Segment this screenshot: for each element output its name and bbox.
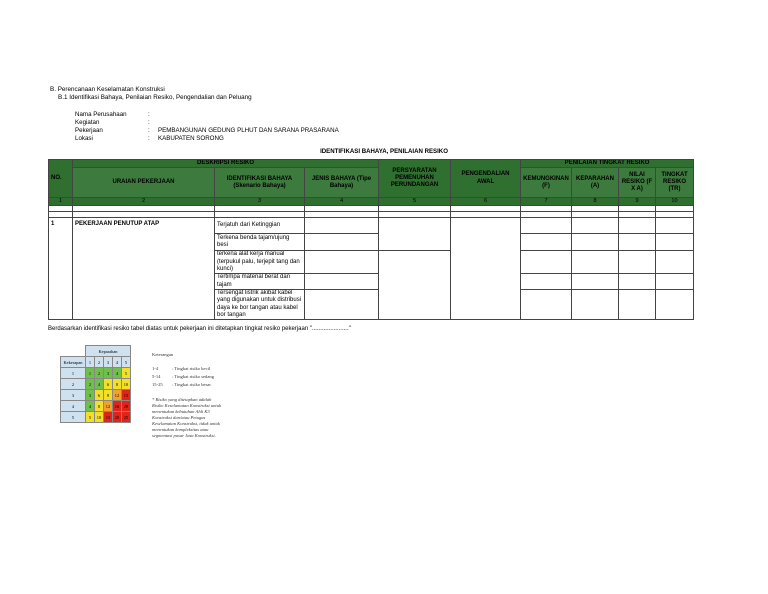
info-sep: : bbox=[148, 127, 150, 134]
col-number: 9 bbox=[619, 198, 656, 206]
header-nilai: NILAI RESIKO (F X A) bbox=[619, 168, 656, 198]
matrix-cell: 4 bbox=[113, 368, 122, 379]
item-no: 1 bbox=[49, 218, 73, 320]
matrix-cell: 9 bbox=[104, 390, 113, 401]
info-label: Pekerjaan bbox=[75, 127, 103, 134]
legend-note: * Risiko yang ditetapkan adalah Risiko Keselamatan Konstruksi untuk menentukan kebutuhan Ahli K3 Konstruksi dan/atau Petugas Keselamatan Konstruksi, tidak untuk menentukan kompleksitas atau segmentasi pasar Jasa Konstruksi. bbox=[152, 397, 222, 438]
matrix-cell: 5 bbox=[86, 412, 95, 423]
risk-matrix bbox=[60, 345, 131, 423]
header-deskripsi: DESKRIPSI RESIKO bbox=[73, 160, 379, 168]
hazard-cell: Tertimpa material berat dan tajam bbox=[215, 274, 305, 290]
header-identifikasi: IDENTIFIKASI BAHAYA (Skenario Bahaya) bbox=[215, 168, 305, 198]
matrix-cell: 1 bbox=[86, 368, 95, 379]
risk-statement: Berdasarkan identifikasi resiko tabel diatas untuk pekerjaan ini ditetapkan tingkat resiko pekerjaan "......................" bbox=[48, 326, 351, 332]
matrix-cell: 3 bbox=[86, 390, 95, 401]
col-number: 10 bbox=[656, 198, 694, 206]
hazard-cell: Tersengat listrik akibat kabel yang digunakan untuk distribusi daya ke bor tangan atau kabel bor tangan bbox=[215, 290, 305, 320]
risk-table bbox=[48, 159, 694, 320]
matrix-col-label: 2 bbox=[95, 357, 104, 368]
matrix-cell: 4 bbox=[86, 401, 95, 412]
col-number: 8 bbox=[572, 198, 619, 206]
col-number: 6 bbox=[451, 198, 521, 206]
info-sep: : bbox=[148, 135, 150, 142]
header-no: NO. bbox=[49, 160, 73, 198]
matrix-row-label: 5 bbox=[61, 412, 86, 423]
header-persyaratan: PERSYARATAN PEMENUHAN PERUNDANGAN bbox=[379, 160, 451, 198]
info-value: KABUPATEN SORONG bbox=[158, 135, 224, 142]
info-label: Nama Perusahaan bbox=[75, 111, 127, 118]
item-uraian: PEKERJAAN PENUTUP ATAP bbox=[73, 218, 215, 320]
legend-range: 1-4 bbox=[152, 366, 159, 371]
matrix-cell: 12 bbox=[113, 390, 122, 401]
matrix-cell: 20 bbox=[113, 412, 122, 423]
matrix-cell: 12 bbox=[104, 401, 113, 412]
matrix-row-label: 3 bbox=[61, 390, 86, 401]
matrix-row-label: 4 bbox=[61, 401, 86, 412]
matrix-col-label: 3 bbox=[104, 357, 113, 368]
col-number: 4 bbox=[305, 198, 379, 206]
matrix-cell: 20 bbox=[122, 401, 131, 412]
header-keparahan: KEPARAHAN (A) bbox=[572, 168, 619, 198]
matrix-cell: 15 bbox=[122, 390, 131, 401]
info-sep: : bbox=[148, 111, 150, 118]
col-number: 5 bbox=[379, 198, 451, 206]
matrix-cell: 15 bbox=[104, 412, 113, 423]
matrix-cell: 5 bbox=[122, 368, 131, 379]
info-label: Lokasi bbox=[75, 135, 93, 142]
matrix-col-label: 1 bbox=[86, 357, 95, 368]
header-kemungkinan: KEMUNGKINAN (F) bbox=[521, 168, 572, 198]
matrix-cell: 2 bbox=[86, 379, 95, 390]
col-number: 1 bbox=[49, 198, 73, 206]
matrix-header-kekerapan: Kekerapan bbox=[61, 357, 86, 368]
matrix-cell: 4 bbox=[95, 379, 104, 390]
info-label: Kegiatan bbox=[75, 119, 100, 126]
info-value: PEMBANGUNAN GEDUNG PLHUT DAN SARANA PRASARANA bbox=[158, 127, 339, 134]
matrix-cell: 8 bbox=[113, 379, 122, 390]
header-uraian: URAIAN PEKERJAAN bbox=[73, 168, 215, 198]
table-row bbox=[49, 218, 694, 234]
hazard-cell: terkena alat kerja manual (terpukul palu, terjepit tang dan kunci) bbox=[215, 251, 305, 274]
header-penilaian: PENILAIAN TINGKAT RESIKO bbox=[521, 160, 694, 168]
col-number: 2 bbox=[73, 198, 215, 206]
matrix-col-label: 4 bbox=[113, 357, 122, 368]
matrix-row-label: 2 bbox=[61, 379, 86, 390]
matrix-col-label: 5 bbox=[122, 357, 131, 368]
info-sep: : bbox=[148, 119, 150, 126]
legend-title: Keterangan bbox=[152, 352, 174, 357]
matrix-cell: 6 bbox=[95, 390, 104, 401]
legend-range: 15-25 bbox=[152, 382, 163, 387]
hazard-cell: Terjatuh dari Ketinggian bbox=[215, 218, 305, 234]
matrix-header-keparahan: Keparahan bbox=[86, 346, 131, 357]
section-subtitle: B.1 Identifikasi Bahaya, Penilaian Resiko, Pengendalian dan Peluang bbox=[58, 94, 252, 101]
matrix-cell: 10 bbox=[122, 379, 131, 390]
legend-desc: : Tingkat risiko sedang bbox=[172, 374, 214, 379]
header-tingkat: TINGKAT RESIKO (TR) bbox=[656, 168, 694, 198]
header-jenis: JENIS BAHAYA (Tipe Bahaya) bbox=[305, 168, 379, 198]
section-title: B. Perencanaan Keselamatan Konstruksi bbox=[50, 86, 165, 93]
table-title: IDENTIFIKASI BAHAYA, PENILAIAN RESIKO bbox=[320, 148, 448, 155]
matrix-cell: 10 bbox=[95, 412, 104, 423]
matrix-row-label: 1 bbox=[61, 368, 86, 379]
matrix-cell: 6 bbox=[104, 379, 113, 390]
col-number: 7 bbox=[521, 198, 572, 206]
legend-desc: : Tingkat risiko besar bbox=[172, 382, 211, 387]
matrix-cell: 25 bbox=[122, 412, 131, 423]
col-number: 3 bbox=[215, 198, 305, 206]
matrix-cell: 3 bbox=[104, 368, 113, 379]
matrix-cell: 8 bbox=[95, 401, 104, 412]
matrix-cell: 2 bbox=[95, 368, 104, 379]
header-pengendalian: PENGENDALIAN AWAL bbox=[451, 160, 521, 198]
hazard-cell: Terkena benda tajam/ujung besi bbox=[215, 234, 305, 251]
legend-range: 5-14 bbox=[152, 374, 161, 379]
legend-desc: : Tingkat risiko kecil bbox=[172, 366, 211, 371]
matrix-cell: 16 bbox=[113, 401, 122, 412]
